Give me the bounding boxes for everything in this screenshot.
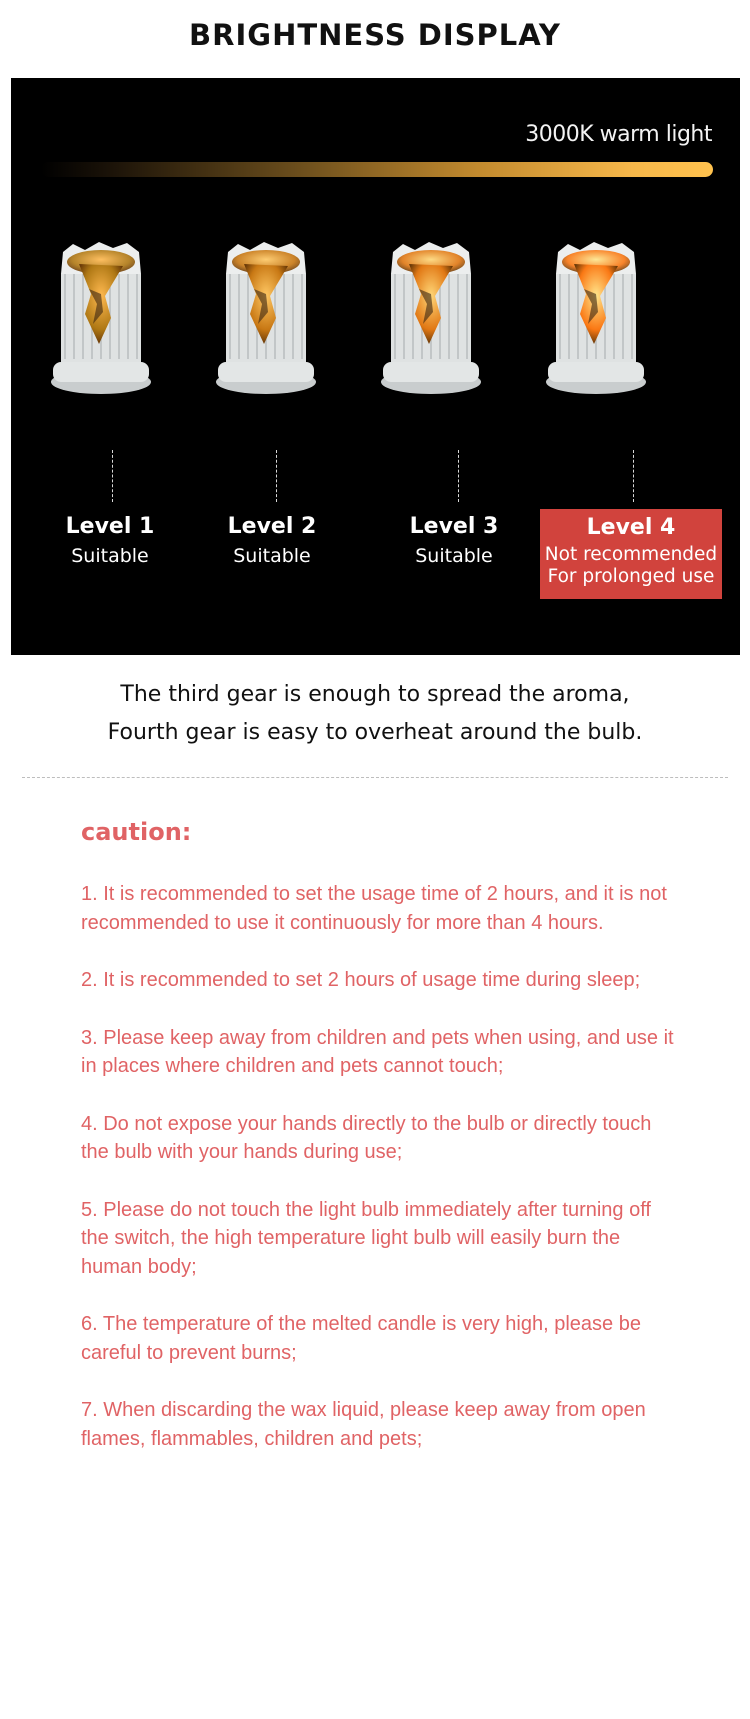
caution-item: 3. Please keep away from children and pets when using, and use it in places where children and pets cannot touch; [81, 1026, 674, 1077]
summary-text [0, 676, 750, 752]
level-note-line-1: Not recommended [544, 544, 718, 565]
caution-item: 7. When discarding the wax liquid, please keep away from open flames, flammables, children and pets; [81, 1399, 646, 1450]
level-2-label [192, 514, 352, 567]
caution-list [81, 880, 681, 1482]
level-3-label [374, 514, 534, 567]
level-note [540, 544, 722, 588]
level-name: Level 4 [586, 515, 676, 540]
candle-level-1-image [41, 234, 161, 399]
level-note-line-2: For prolonged use [547, 566, 715, 587]
section-divider [22, 777, 728, 778]
candle-icon [371, 234, 491, 399]
level-name: Level 2 [227, 514, 317, 539]
level-note: Suitable [71, 545, 149, 567]
level-4-connector [633, 450, 634, 502]
candle-icon [41, 234, 161, 399]
caution-item: 6. The temperature of the melted candle is very high, please be careful to prevent burns; [81, 1313, 641, 1364]
page-title: BRIGHTNESS DISPLAY [189, 18, 561, 52]
summary-line-2: Fourth gear is easy to overheat around the bulb. [107, 720, 643, 745]
level-1-label [30, 514, 190, 567]
caution-title: caution: [81, 818, 192, 846]
summary-line-1: The third gear is enough to spread the aroma, [120, 682, 630, 707]
temperature-label: 3000K warm light [525, 122, 712, 147]
level-4-warning-box [540, 509, 722, 599]
brightness-gradient-bar [41, 162, 713, 177]
brightness-panel [11, 78, 740, 655]
candle-level-2-image [206, 234, 326, 399]
level-name: Level 3 [409, 514, 499, 539]
level-3-connector [458, 450, 459, 502]
caution-item: 2. It is recommended to set 2 hours of usage time during sleep; [81, 969, 641, 991]
caution-item: 1. It is recommended to set the usage time of 2 hours, and it is not recommended to use it continuously for more than 4 hours. [81, 883, 667, 934]
level-note: Suitable [233, 545, 311, 567]
level-2-connector [276, 450, 277, 502]
candle-level-4-image [536, 234, 656, 399]
level-name: Level 1 [65, 514, 155, 539]
candle-level-3-image [371, 234, 491, 399]
candle-icon [206, 234, 326, 399]
caution-item: 5. Please do not touch the light bulb immediately after turning off the switch, the high temperature light bulb will easily burn the human body; [81, 1198, 651, 1278]
level-1-connector [112, 450, 113, 502]
candle-icon [536, 234, 656, 399]
level-note: Suitable [415, 545, 493, 567]
caution-item: 4. Do not expose your hands directly to the bulb or directly touch the bulb with your hands during use; [81, 1112, 652, 1163]
